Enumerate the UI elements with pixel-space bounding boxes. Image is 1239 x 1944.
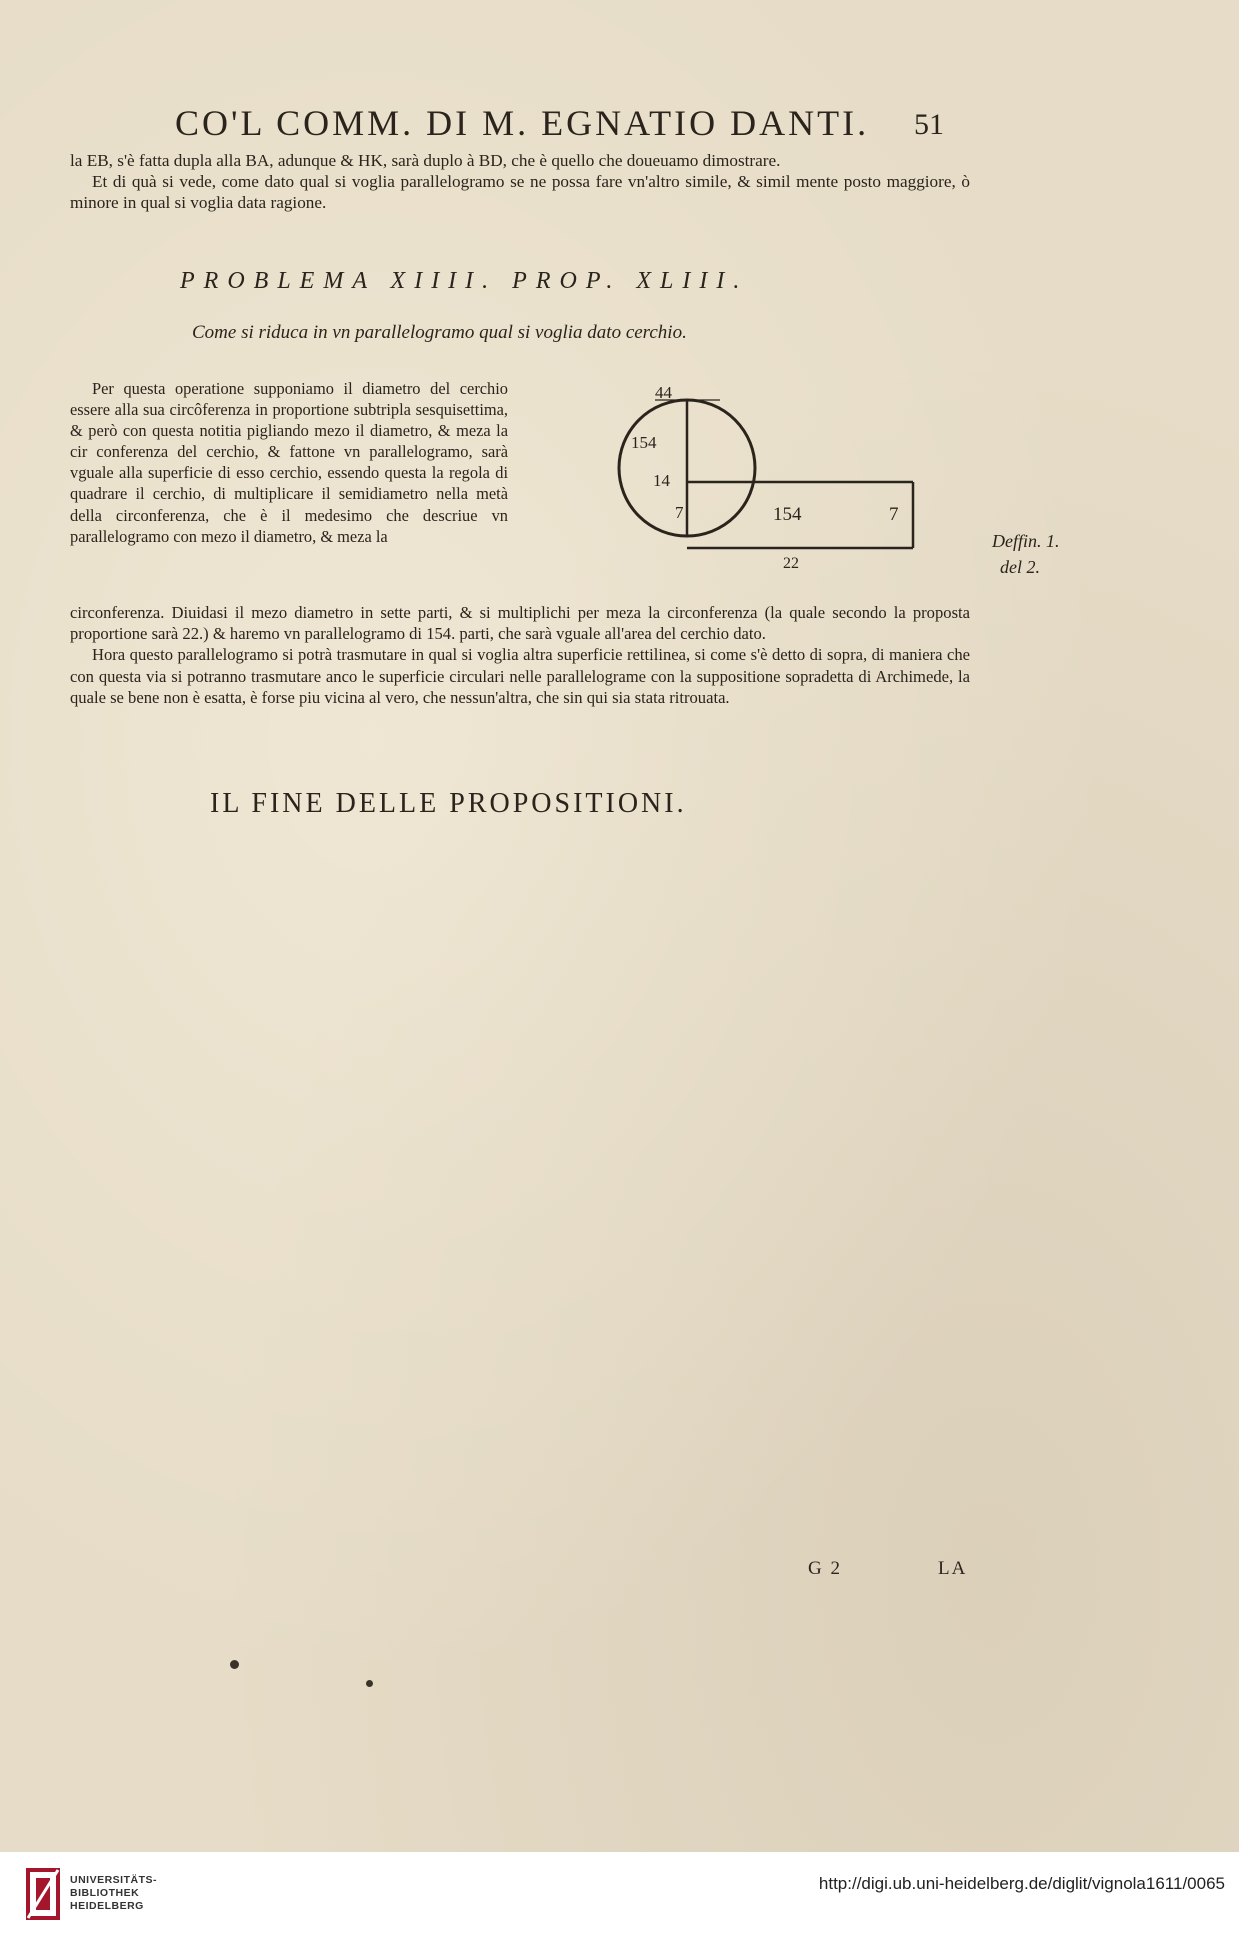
label-radius: 14 [653,471,670,490]
margin-note [992,528,1092,580]
library-logo-icon [26,1868,60,1920]
label-top: 44 [655,386,672,402]
page-number: 51 [914,108,944,141]
problem-heading: PROBLEMA XIIII. PROP. XLIII. [180,268,749,294]
column-paragraph: Per questa operatione supponiamo il diametro del cerchio essere alla sua circôferenza in proportione subtripla sesquisettima, & però con questa notitia pigliando mezo il diametro, & meza la cir conferenza del cerchio, & fattone vn parallelogramo, sarà vguale alla superficie di esso cerchio, essendo questa la regola di quadrare il cerchio, di multiplicare il semidiametro nella metà della circonferenza, che è il medesimo che descriue vn parallelogramo con mezo il diametro, & meza la [70,379,508,546]
label-bottom: 22 [783,555,799,572]
library-name-line-1: UNIVERSITÄTS- [70,1874,158,1886]
running-title: CO'L COMM. DI M. EGNATIO DANTI. [175,103,870,143]
intro-text [70,150,970,213]
body-full-text [70,602,970,708]
permalink-url[interactable]: http://digi.ub.uni-heidelberg.de/diglit/vignola1611/0065 [818,1874,1225,1893]
full-paragraph: circonferenza. Diuidasi il mezo diametro in sette parti, & si multiplichi per meza la circonferenza (la quale secondo la proposta proportione sarà 22.) & haremo vn parallelogramo di 154. parti, che sarà vguale all'area del cerchio dato. [70,603,970,644]
library-name-line-2: BIBLIOTHEK [70,1887,140,1899]
label-seven-left: 7 [675,503,684,522]
signature-line [808,1558,988,1580]
problem-subtitle: Come si riduca in vn parallelogramo qual si voglia dato cerchio. [192,322,687,343]
label-seven-right: 7 [889,504,899,525]
binding-hole-dot [366,1680,373,1687]
margin-note-line-2: del 2. [1000,557,1040,577]
catchword: LA [938,1558,968,1579]
intro-line-2: Et di quà si vede, come dato qual si voglia parallelogramo se ne possa fare vn'altro simile, & simil mente posto maggiore, ò minore in qual si voglia data ragione. [70,172,970,212]
label-rect-area: 154 [773,504,802,525]
library-name-line-3: HEIDELBERG [70,1900,144,1912]
signature-mark: G 2 [808,1558,842,1579]
label-circle-area: 154 [631,433,657,452]
intro-line-1: la EB, s'è fatta dupla alla BA, adunque & HK, sarà duplo à BD, che è quello che doueuamo dimostrare. [70,151,781,170]
final-paragraph: Hora questo parallelogramo si potrà trasmutare in qual si voglia altra superficie rettilinea, si come s'è detto di sopra, di maniera che con questa via si potranno trasmutare anco le superficie circulari nelle parallelograme con la suppositione sopradetta di Archimede, la quale se bene non è esatta, è forse piu vicina al vero, che nessun'altra, che sin qui sia stata ritrouata. [70,645,970,707]
circle-parallelogram-diagram [595,386,925,576]
body-column-text [70,378,508,547]
binding-hole-dot [230,1660,239,1669]
margin-note-line-1: Deffin. 1. [992,531,1060,551]
library-name [70,1874,190,1913]
closing-title: IL FINE DELLE PROPOSITIONI. [210,788,687,819]
